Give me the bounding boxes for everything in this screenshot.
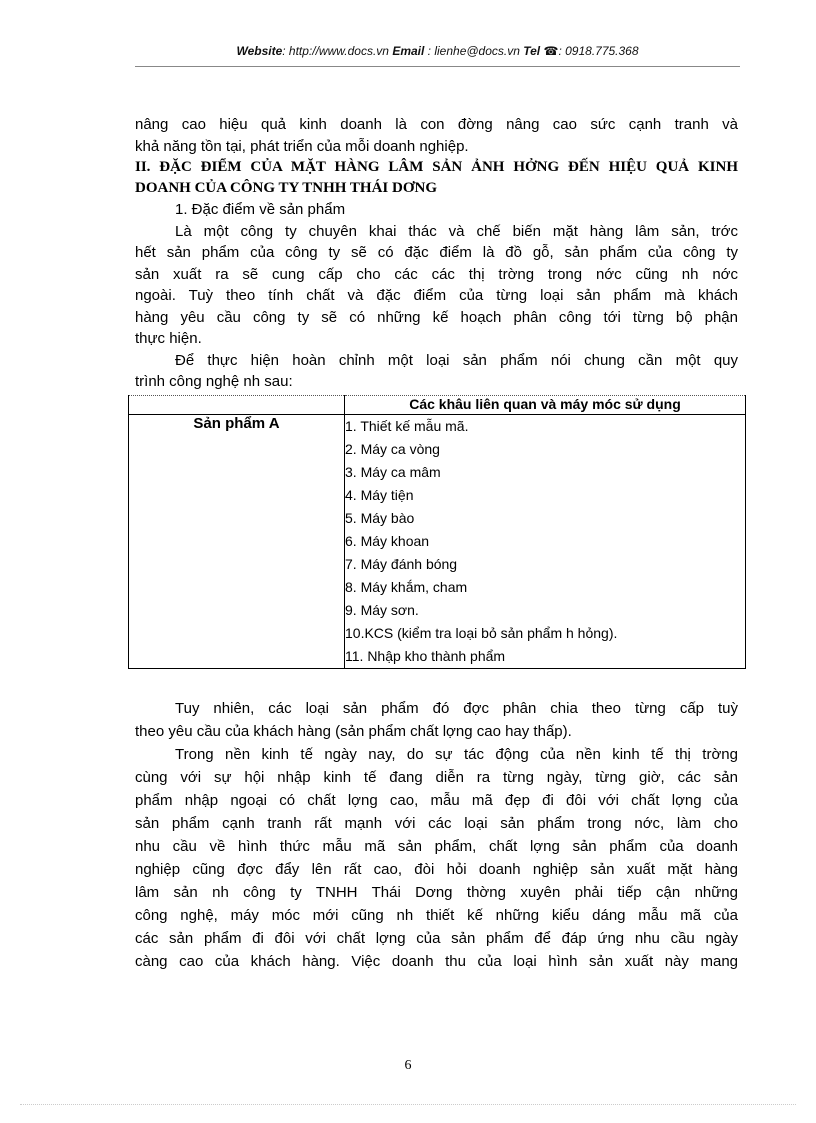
step-item: 6. Máy khoan <box>345 533 430 549</box>
step-item: 8. Máy khắm, cham <box>345 579 468 595</box>
para1-line: Là một công ty chuyên khai thác và chế biến mặt hàng lâm sản, trớc <box>175 222 738 240</box>
para4-line: phẩm nhập ngoại có chất lợng cao, mẫu mã đẹp đi đôi với chất lợng của <box>135 792 738 809</box>
para1-line: ngoài. Tuỳ theo tính chất và đặc điểm của từng loại sản phẩm mà khách <box>135 287 738 304</box>
intro-line: khả năng tồn tại, phát triển của mỗi doanh nghiệp. <box>135 137 469 155</box>
header-divider <box>135 66 740 67</box>
page-header <box>135 44 740 58</box>
body-top <box>135 114 738 393</box>
para4-line: nghiệp cũng đợc đẩy lên rất cao, đòi hỏi doanh nghiệp sản xuất mặt hàng <box>135 861 738 878</box>
table-header-row <box>129 396 746 415</box>
section-heading: DOANH CỦA CÔNG TY TNHH THÁI DƠNG <box>135 180 437 196</box>
intro-line: nâng cao hiệu quả kinh doanh là con đờng nâng cao sức cạnh tranh và <box>135 116 738 133</box>
para4-line: sản phẩm cạnh tranh rất mạnh với các loại sản phẩm trong nớc, làm cho <box>135 815 738 832</box>
tel-value: : 0918.775.368 <box>558 44 639 58</box>
para4-line: cùng với sự hội nhập kinh tế đang diễn ra từng ngày, từng giờ, các sản <box>135 769 738 786</box>
para4-line: công nghệ, máy móc mới cũng nh thiết kế những kiểu dáng mẫu mã của <box>135 907 738 924</box>
table-row <box>129 415 746 669</box>
para3-line: Tuy nhiên, các loại sản phẩm đó đợc phân chia theo từng cấp tuỳ <box>175 700 738 717</box>
para3-line: theo yêu cầu của khách hàng (sản phẩm chất lợng cao hay thấp). <box>135 723 572 740</box>
para1-line: thực hiện. <box>135 330 202 347</box>
step-item: 2. Máy ca vòng <box>345 441 440 457</box>
table-header-cell: Các khâu liên quan và máy móc sử dụng <box>345 396 746 415</box>
para1-line: sản xuất ra sẽ cung cấp cho các các thị trờng trong nớc cũng nh nớc <box>135 265 738 283</box>
footer-divider <box>20 1104 796 1105</box>
para2-line: Để thực hiện hoàn chỉnh một loại sản phẩm nói chung cần một quy <box>175 351 738 369</box>
para4-line: càng cao của khách hàng. Việc doanh thu của loại hình sản xuất này mang <box>135 953 738 970</box>
para4-line: lâm sản nh công ty TNHH Thái Dơng thờng xuyên phải tiếp cận những <box>135 884 738 901</box>
steps-cell <box>345 415 746 669</box>
tel-label: Tel <box>523 44 541 58</box>
phone-icon: ☎ <box>543 44 559 58</box>
product-cell: Sản phẩm A <box>129 415 345 669</box>
website-value: : http://www.docs.vn <box>282 44 389 58</box>
step-item: 4. Máy tiện <box>345 487 414 503</box>
page-number: 6 <box>404 1058 412 1073</box>
para4-line: nhu cầu về hình thức mẫu mã sản phẩm, chất lợng sản phẩm của doanh <box>135 838 738 855</box>
step-item: 7. Máy đánh bóng <box>345 556 458 572</box>
subheading: 1. Đặc điểm về sản phẩm <box>175 201 346 218</box>
step-item: 3. Máy ca mâm <box>345 464 441 480</box>
step-item: 10.KCS (kiểm tra loại bỏ sản phẩm h hỏng). <box>345 625 618 641</box>
step-item: 9. Máy sơn. <box>345 602 419 618</box>
para1-line: hết sản phẩm của công ty sẽ có đặc điểm là đồ gỗ, sản phẩm của công ty <box>135 244 738 261</box>
email-value: : lienhe@docs.vn <box>427 44 520 58</box>
step-item: 11. Nhập kho thành phẩm <box>345 648 506 664</box>
para2-line: trình công nghệ nh sau: <box>135 373 293 390</box>
para4-line: Trong nền kinh tế ngày nay, do sự tác động của nền kinh tế thị trờng <box>175 746 738 763</box>
website-label: Website <box>236 44 283 58</box>
email-label: Email <box>392 44 425 58</box>
body-bottom <box>135 697 738 973</box>
table-corner-cell <box>129 396 345 415</box>
step-item: 1. Thiết kế mẫu mã. <box>345 418 469 434</box>
step-item: 5. Máy bào <box>345 510 415 526</box>
para4-line: các sản phẩm đi đôi với chất lợng của sản phẩm để đáp ứng nhu cầu ngày <box>135 930 738 947</box>
process-table <box>128 395 746 669</box>
section-heading: II. ĐẶC ĐIỂM CỦA MẶT HÀNG LÂM SẢN ẢNH HỞNG ĐẾN HIỆU QUẢ KINH <box>135 159 738 175</box>
para1-line: hàng yêu cầu công ty sẽ có những kế hoạch phân công tới từng bộ phận <box>135 308 738 326</box>
